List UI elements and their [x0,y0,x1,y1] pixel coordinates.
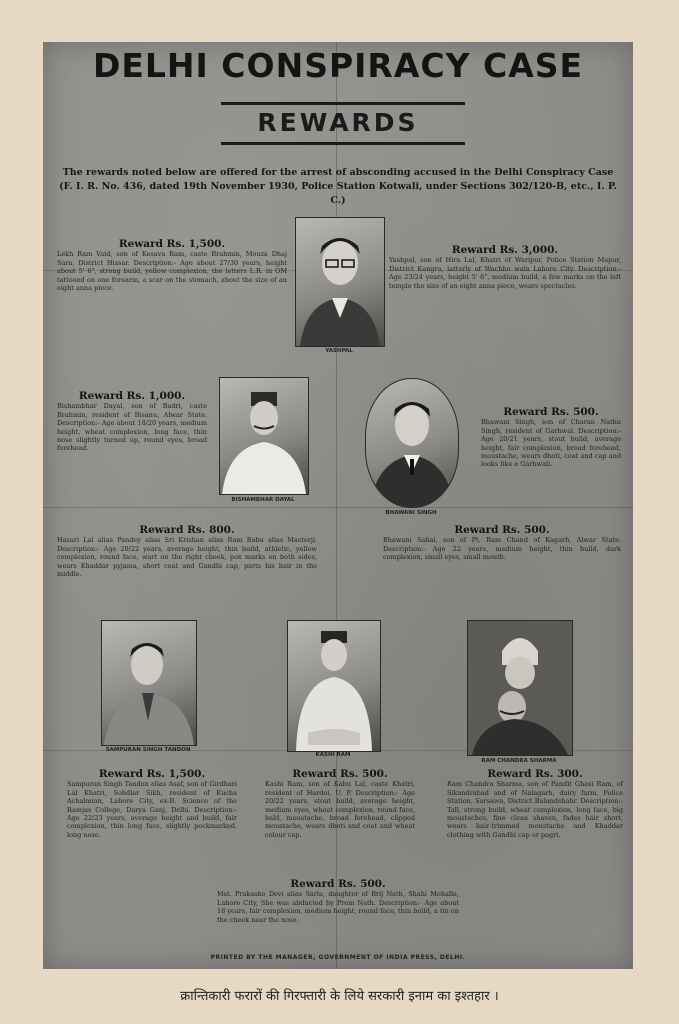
reward-amount: Reward Rs. 500. [292,768,388,780]
photo-caption: BISHAMBHAR DAYAL [231,497,295,503]
reward-lekh-ram [57,240,287,292]
photo-kashi-ram [287,620,381,752]
reward-prakasho-devi [217,880,459,924]
reward-sampuran-singh [67,770,237,839]
photo-caption: SAMPURAN SINGH TANDON [105,747,191,753]
reward-amount: Reward Rs. 300. [487,768,583,780]
reward-ram-chandra [447,770,623,839]
hindi-caption: क्रान्तिकारी फरारों की गिरफ्तारी के लिये सरकारी इनाम का इश्तहार । [180,989,499,1004]
reward-amount: Reward Rs. 1,500. [118,238,226,250]
portrait-figure [366,379,458,507]
printer-line: PRINTED BY THE MANAGER, GOVERNMENT OF INDIA PRESS, DELHI. [210,954,466,961]
portrait-figure [296,218,384,346]
photo-bhawani-singh [365,378,459,508]
portrait-figure [102,621,196,745]
photo-ram-chandra-sharma [467,620,573,756]
reward-amount: Reward Rs. 500. [290,878,386,890]
reward-description: Bhawani Singh, son of Charan Nathu Singh, resident of Garhwal. Description:- Age 20/21 years, stout build, average height, fair complexion, broad forehead, moustache, wears dhoti, coat and cap and looks like a Garhwali. [481,418,621,469]
reward-bhawani-sahai [383,526,621,562]
reward-amount: Reward Rs. 1,500. [98,768,206,780]
photo-caption: RAM CHANDRA SHARMA [481,758,557,764]
reward-yashpal [389,246,621,290]
portrait-figure [468,621,572,755]
photo-yashpal [295,217,385,347]
reward-description: Bhawani Sahai, son of Pt. Ram Chand of Kagarh, Alwar State. Description:- Age 22 years, medium height, thin build, dark complexion, small eyes, small mouth. [383,536,621,562]
portrait-figure [220,378,308,494]
reward-bishambhar-dayal [57,392,207,453]
reward-description: Hazari Lal alias Pandey alias Sri Krishan alias Ram Babu alias Masterji. Description:- Age 20/22 years, average height, thin build, athletic, yellow complexion, round face, wart on the right cheek, pox marks on both sides, wears Khaddar pyjama, short coat and Gandhi cap, parts his hair in the middle. [57,536,317,579]
reward-description: Lekh Ram Vaid, son of Kesava Ram, caste Brahmin, Mouza Dhaj Sara, District Hissar. Description:- Age about 27/30 years, height about 5' 6", strong build, yellow complexion, the letters L.R. in OM tattooed on one forearm, a scar on the stomach, about the size of an eight anna piece. [57,250,287,293]
reward-hazari-lal [57,526,317,578]
reward-amount: Reward Rs. 500. [454,524,550,536]
intro-text: The rewards noted below are offered for the arrest of absconding accused in the Delhi Conspiracy Case (F. I. R. No. 436, dated 19th November 1930, Police Station Kotwali, under Sections 302/120-B, etc., I. P. C.) [59,167,617,206]
fold-line-horizontal [43,507,633,508]
wanted-poster [43,42,633,969]
reward-description: Mst. Prakasho Devi alias Sarla, daughter of Brij Nath, Shahi Mohalla, Lahore City, She was abducted by Prem Nath. Description:- Age about 18 years, fair complexion, medium height, round face, thin build, a tin on the cheek near the nose. [217,890,459,924]
reward-description: Yashpal, son of Hira Lal, Khatri of Waripur, Police Station Mapur, District Kangra, latterly of Wachho wala Lahore City. Description:- Age 23/24 years, height 5' 6", medium build, a few marks on the left temple the size of an eight anna piece, wears spectacles. [389,256,621,290]
title-rule [221,102,465,105]
photo-sampuran-singh-tandon [101,620,197,746]
poster-title: DELHI CONSPIRACY CASE [92,46,584,85]
photo-caption: KASHI RAM [315,752,351,758]
reward-description: Bishambhar Dayal, son of Badri, caste Brahmin, resident of Bisanu, Alwar State. Description:- Age about 18/20 years, medium height, wheat complexion, long face, thin nose slightly turned up, round eyes, broad forehead. [57,402,207,453]
reward-description: Ram Chandra Sharma, son of Pandit Ghasi Ram, of Sikandrabad and of Nalagarh, dairy farm, Police Station, Sarsawa, District Bulandshahr. Description:- Tall, strong build, wheat complexion, long face, big moustaches, fine clean shaven, fades hair short, wears hair-trimmed moustache and Khaddar clothing with Gandhi cap or pagri. [447,780,623,839]
photo-caption: BHAWANI SINGH [385,510,437,516]
reward-amount: Reward Rs. 1,000. [78,390,186,402]
photo-caption: YASHPAL [325,348,353,354]
reward-bhawani-singh [481,408,621,469]
reward-description: Kashi Ram, son of Kabu Lal, caste Khatri, resident of Hardoi, U. P. Description:- Age 20/22 years, stout build, average height, medium eyes, wheat complexion, round face, bald, moustache, broad forehead, clipped moustache, wears dhoti and coat and wheat colour cap. [265,780,415,839]
photo-bishambhar-dayal [219,377,309,495]
portrait-figure [288,621,380,751]
title-rule [221,142,465,145]
reward-description: Sampuran Singh Tandon alias Asaf, son of Girdhari Lal Khatri, Sohdlar Sikh, resident of Kucha Achalmian, Lahore City, ex-B. Science of the Ramjas College, Darya Ganj, Delhi. Description:- Age 22/23 years, average height and build, fair complexion, thin long face, slightly pockmarked, long nose. [67,780,237,839]
rewards-heading: REWARDS [257,108,419,137]
reward-amount: Reward Rs. 3,000. [451,244,559,256]
reward-amount: Reward Rs. 800. [139,524,235,536]
reward-amount: Reward Rs. 500. [503,406,599,418]
reward-kashi-ram [265,770,415,839]
